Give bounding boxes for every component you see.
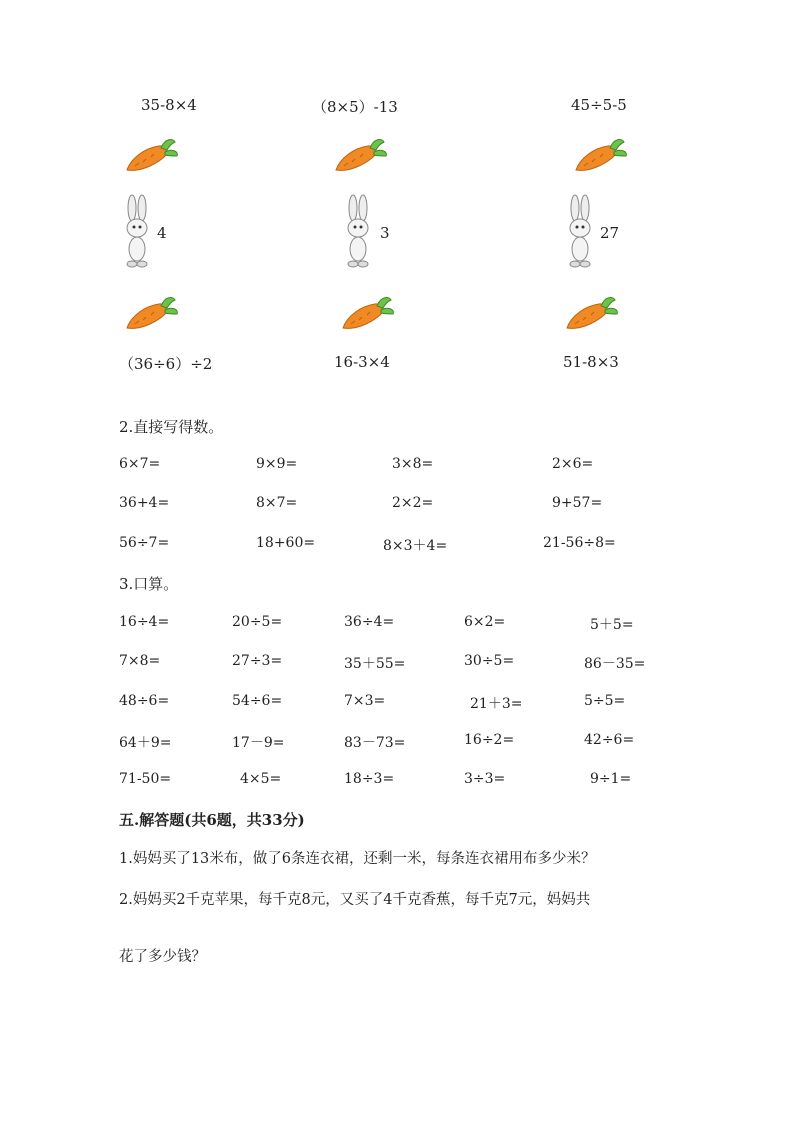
problem: 3÷3=	[464, 771, 506, 787]
bunny-number-2: 3	[380, 224, 390, 242]
problem: 21＋3=	[470, 696, 523, 712]
word-problem-1: 1.妈妈买了13米布，做了6条连衣裙，还剩一米，每条连衣裙用布多少米？	[119, 851, 596, 867]
top-expression-2: （8×5）-13	[312, 98, 398, 116]
problem: 35＋55=	[344, 656, 406, 672]
problem: 8×7=	[256, 495, 298, 511]
problem: 54÷6=	[232, 693, 283, 709]
problem: 86－35=	[584, 656, 646, 672]
problem: 18÷3=	[344, 771, 395, 787]
carrot-icon	[332, 136, 388, 176]
word-problem-2: 2.妈妈买2千克苹果，每千克8元，又买了4千克香蕉，每千克7元，妈妈共	[119, 892, 591, 908]
problem: 5＋5=	[590, 617, 634, 633]
problem: 18+60=	[256, 535, 316, 551]
problem: 5÷5=	[584, 693, 626, 709]
problem: 71-50=	[119, 771, 172, 787]
carrot-icon	[572, 136, 628, 176]
problem: 56÷7=	[119, 535, 170, 551]
carrot-icon	[563, 294, 619, 334]
problem: 6×2=	[464, 614, 506, 630]
problem: 36+4=	[119, 495, 170, 511]
bottom-expression-2: 16-3×4	[334, 353, 390, 371]
problem: 20÷5=	[232, 614, 283, 630]
problem: 4×5=	[240, 771, 282, 787]
section2-title: 2.直接写得数。	[119, 418, 224, 436]
bunny-number-1: 4	[157, 224, 167, 242]
problem: 27÷3=	[232, 653, 283, 669]
bunny-number-3: 27	[600, 224, 620, 242]
problem: 3×8=	[392, 456, 434, 472]
top-expression-1: 35-8×4	[141, 96, 197, 114]
bunny-icon	[341, 194, 375, 270]
problem: 9÷1=	[590, 771, 632, 787]
problem: 7×3=	[344, 693, 386, 709]
problem: 16÷4=	[119, 614, 170, 630]
bunny-icon	[120, 194, 154, 270]
carrot-icon	[123, 136, 179, 176]
top-expression-3: 45÷5-5	[571, 96, 627, 114]
problem: 9×9=	[256, 456, 298, 472]
problem: 30÷5=	[464, 653, 515, 669]
carrot-icon	[339, 294, 395, 334]
problem: 7×8=	[119, 653, 161, 669]
problem: 16÷2=	[464, 732, 515, 748]
problem: 2×2=	[392, 495, 434, 511]
bottom-expression-1: （36÷6）÷2	[119, 355, 213, 373]
carrot-icon	[123, 294, 179, 334]
problem: 9+57=	[552, 495, 603, 511]
problem: 2×6=	[552, 456, 594, 472]
problem: 21-56÷8=	[543, 535, 616, 551]
problem: 42÷6=	[584, 732, 635, 748]
section3-title: 3.口算。	[119, 575, 179, 593]
bunny-icon	[563, 194, 597, 270]
problem: 8×3＋4=	[383, 538, 448, 554]
problem: 17－9=	[232, 735, 285, 751]
word-problem-2-continued: 花了多少钱？	[119, 949, 206, 965]
problem: 48÷6=	[119, 693, 170, 709]
problem: 83－73=	[344, 735, 406, 751]
problem: 6×7=	[119, 456, 161, 472]
problem: 64＋9=	[119, 735, 172, 751]
section5-title: 五.解答题(共6题，共33分)	[119, 811, 305, 829]
bottom-expression-3: 51-8×3	[563, 353, 619, 371]
problem: 36÷4=	[344, 614, 395, 630]
